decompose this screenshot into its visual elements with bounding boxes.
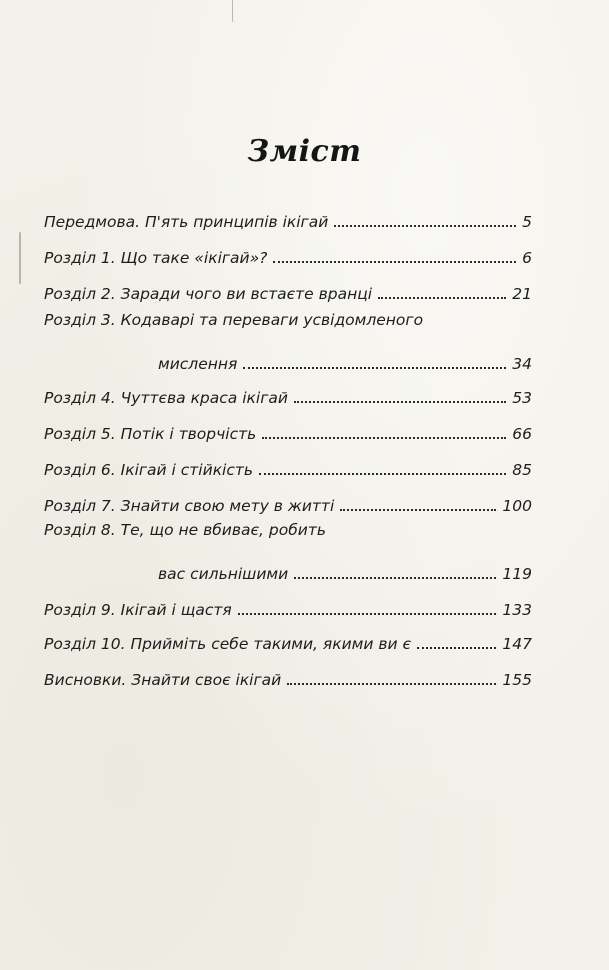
dot-leader bbox=[417, 646, 496, 649]
toc-entry-label: Розділ 4. Чуттєва краса ікігай bbox=[44, 389, 288, 407]
toc-entry-label: Розділ 3. Кодаварі та переваги усвідомленого bbox=[44, 311, 424, 329]
toc-entry-label: Розділ 7. Знайти свою мету в житті bbox=[44, 497, 335, 515]
dot-leader bbox=[273, 260, 516, 263]
page-title: Зміст bbox=[247, 134, 362, 169]
toc-entry-continuation[interactable] bbox=[44, 344, 532, 374]
toc-entry[interactable] bbox=[44, 486, 532, 516]
toc-entry-label: Висновки. Знайти своє ікігай bbox=[44, 671, 282, 689]
toc-page-number: 21 bbox=[512, 285, 532, 303]
dot-leader bbox=[243, 366, 506, 369]
toc-page-number: 133 bbox=[502, 601, 532, 619]
toc-entry-label: Розділ 8. Те, що не вбиває, робить bbox=[44, 521, 326, 539]
toc-page-number: 147 bbox=[502, 635, 532, 653]
dot-leader bbox=[340, 508, 496, 511]
toc-entry-first-line[interactable] bbox=[44, 520, 532, 550]
margin-pencil-mark bbox=[19, 232, 21, 284]
dot-leader bbox=[287, 682, 496, 685]
toc-entry[interactable] bbox=[44, 450, 532, 480]
dot-leader bbox=[334, 224, 516, 227]
toc-page-number: 6 bbox=[522, 249, 532, 267]
toc-entry[interactable] bbox=[44, 274, 532, 304]
toc-entry[interactable] bbox=[44, 590, 532, 620]
toc-entry-continuation-label: мислення bbox=[158, 355, 238, 373]
toc-entry-label: Розділ 6. Ікігай і стійкість bbox=[44, 461, 254, 479]
toc-entry-label: Розділ 9. Ікігай і щастя bbox=[44, 601, 232, 619]
toc-page-number: 5 bbox=[522, 213, 532, 231]
toc-entry-continuation[interactable] bbox=[44, 554, 532, 584]
dot-leader bbox=[378, 296, 506, 299]
toc-entry-label: Розділ 1. Що таке «ікігай»? bbox=[44, 249, 268, 267]
toc-entry[interactable] bbox=[44, 414, 532, 444]
toc-page-number: 66 bbox=[512, 425, 532, 443]
toc-entry-first-line[interactable] bbox=[44, 310, 532, 340]
toc-entry-label: Передмова. П'ять принципів ікігай bbox=[44, 213, 329, 231]
toc-entry[interactable] bbox=[44, 378, 532, 408]
toc-entry[interactable] bbox=[44, 202, 532, 232]
toc-page-number: 155 bbox=[502, 671, 532, 689]
toc-entry-label: Розділ 5. Потік і творчість bbox=[44, 425, 257, 443]
dot-leader bbox=[294, 576, 496, 579]
toc-entry[interactable] bbox=[44, 624, 532, 654]
toc-entry[interactable] bbox=[44, 660, 532, 690]
toc-entry[interactable] bbox=[44, 238, 532, 268]
dot-leader bbox=[238, 612, 497, 615]
toc-page-number: 85 bbox=[512, 461, 532, 479]
top-pencil-mark bbox=[232, 0, 233, 22]
toc-entry-continuation-label: вас сильнішими bbox=[158, 565, 289, 583]
dot-leader bbox=[262, 436, 506, 439]
dot-leader bbox=[294, 400, 506, 403]
toc-page-number: 34 bbox=[512, 355, 532, 373]
dot-leader bbox=[259, 472, 506, 475]
toc-page-number: 100 bbox=[502, 497, 532, 515]
toc-entry-label: Розділ 10. Прийміть себе такими, якими ви є bbox=[44, 635, 411, 653]
toc-page-number: 119 bbox=[502, 565, 532, 583]
toc-page-number: 53 bbox=[512, 389, 532, 407]
toc-entry-label: Розділ 2. Заради чого ви встаєте вранці bbox=[44, 285, 373, 303]
